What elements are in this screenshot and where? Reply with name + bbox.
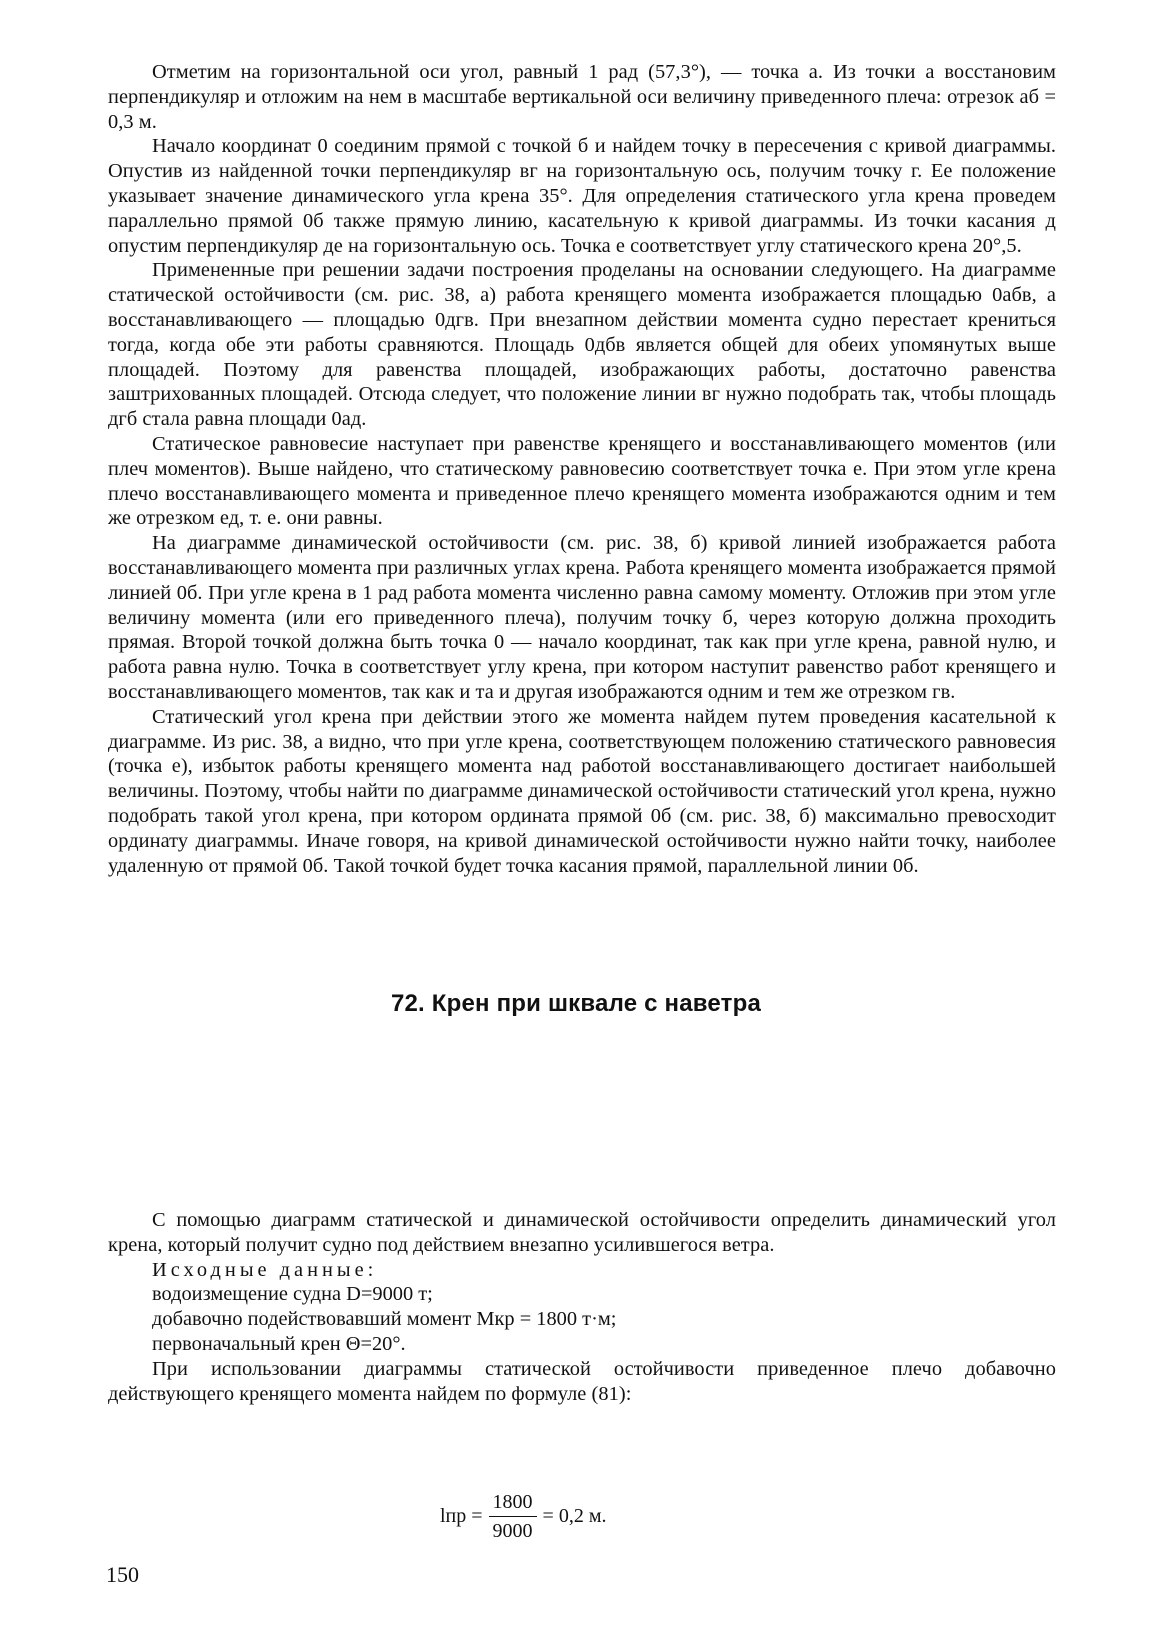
paragraph-2: Начало координат 0 соединим прямой с точкой б и найдем точку в пересечения с кривой диаграммы. Опустив из найденной точки перпендикуляр вг на горизонтальную ось, получим точку г. Ее положение указывает значение динамического угла крена 35°. Для определения статического угла крена проведем параллельно прямой 0б также прямую линию, касательную к кривой диаграммы. Из точки касания д опустим перпендикуляр де на горизонтальную ось. Точка е соответствует углу статического крена 20°,5. bbox=[108, 135, 1056, 257]
formula-denominator: 9000 bbox=[492, 1520, 533, 1542]
paragraph-4: Статическое равновесие наступает при равенстве кренящего и восстанавливающего моментов (или плеч моментов). Выше найдено, что статическому равновесию соответствует точка е. При этом угле крена плечо восстанавливающего момента и приведенное плечо кренящего момента изображаются одним и тем же отрезком ед, т. е. они равны. bbox=[108, 432, 1056, 530]
given-item-2: добавочно подействовавший момент Мкр = 1800 т·м; bbox=[152, 1308, 617, 1331]
formula-intro: При использовании диаграммы статической остойчивости приведенное плечо добавочно действующего кренящего момента найдем по формуле (81): bbox=[108, 1357, 1056, 1405]
formula-fraction bbox=[489, 1490, 537, 1543]
given-item-1: водоизмещение судна D=9000 т; bbox=[152, 1283, 433, 1306]
paragraph-6: Статический угол крена при действии этого же момента найдем путем проведения касательной к диаграмме. Из рис. 38, а видно, что при угле крена, соответствующем положению статического равновесия (точка е), избыток работы кренящего момента над работой восстанавливающего достигает наибольшей величины. Поэтому, чтобы найти по диаграмме динамической остойчивости статический угол крена, нужно подобрать такой угол крена, при котором ордината прямой 0б (см. рис. 38, б) максимально превосходит ординату диаграммы. Иначе говоря, на кривой динамической остойчивости нужно найти точку, наиболее удаленную от прямой 0б. Такой точкой будет точка касания прямой, параллельной линии 0б. bbox=[108, 705, 1056, 877]
formula bbox=[440, 1490, 606, 1543]
top-text-block bbox=[108, 60, 1056, 878]
formula-rhs: = 0,2 м. bbox=[542, 1505, 607, 1527]
section-intro: С помощью диаграмм статической и динамической остойчивости определить динамический угол крена, который получит судно под действием внезапно усилившегося ветра. bbox=[108, 1209, 1056, 1256]
page-number: 150 bbox=[106, 1562, 139, 1587]
formula-numerator: 1800 bbox=[489, 1490, 537, 1517]
paragraph-1: Отметим на горизонтальной оси угол, равный 1 рад (57,3°), — точка а. Из точки а восстановим перпендикуляр и отложим на нем в масштабе вертикальной оси величину приведенного плеча: отрезок аб = 0,3 м. bbox=[108, 61, 1056, 133]
section-body bbox=[108, 1208, 1056, 1406]
given-label: Исходные данные: bbox=[152, 1258, 378, 1281]
paragraph-3: Примененные при решении задачи построения проделаны на основании следующего. На диаграмме статической остойчивости (см. рис. 38, а) работа кренящего момента изображается площадью 0абв, а восстанавливающего — площадью 0дгв. При внезапном действии момента судно перестает крениться тогда, когда обе эти работы сравняются. Площадь 0дбв является общей для обеих упомянутых выше площадей. Поэтому для равенства площадей, изображающих работы, достаточно равенства заштрихованных площадей. Отсюда следует, что положение линии вг нужно подобрать так, чтобы площадь дгб стала равна площади 0ад. bbox=[108, 259, 1056, 431]
formula-lhs: lпр = bbox=[440, 1505, 483, 1527]
paragraph-5: На диаграмме динамической остойчивости (см. рис. 38, б) кривой линией изображается работа восстанавливающего момента при различных углах крена. Работа кренящего момента изображается прямой линией 0б. При угле крена в 1 рад работа момента численно равна самому моменту. Отложив при этом угле величину момента (или его приведенного плеча), получим точку б, через которую должна проходить прямая. Второй точкой должна быть точка 0 — начало координат, так как при угле крена, равной нулю, и работа равна нулю. Точка в соответствует углу крена, при котором наступит равенство работ кренящего и восстанавливающего моментов, так как и та и другая изображаются одним и тем же отрезком гв. bbox=[108, 532, 1056, 703]
given-item-3: первоначальный крен Θ=20°. bbox=[152, 1332, 406, 1355]
section-heading: 72. Крен при шквале с наветра bbox=[390, 990, 762, 1017]
